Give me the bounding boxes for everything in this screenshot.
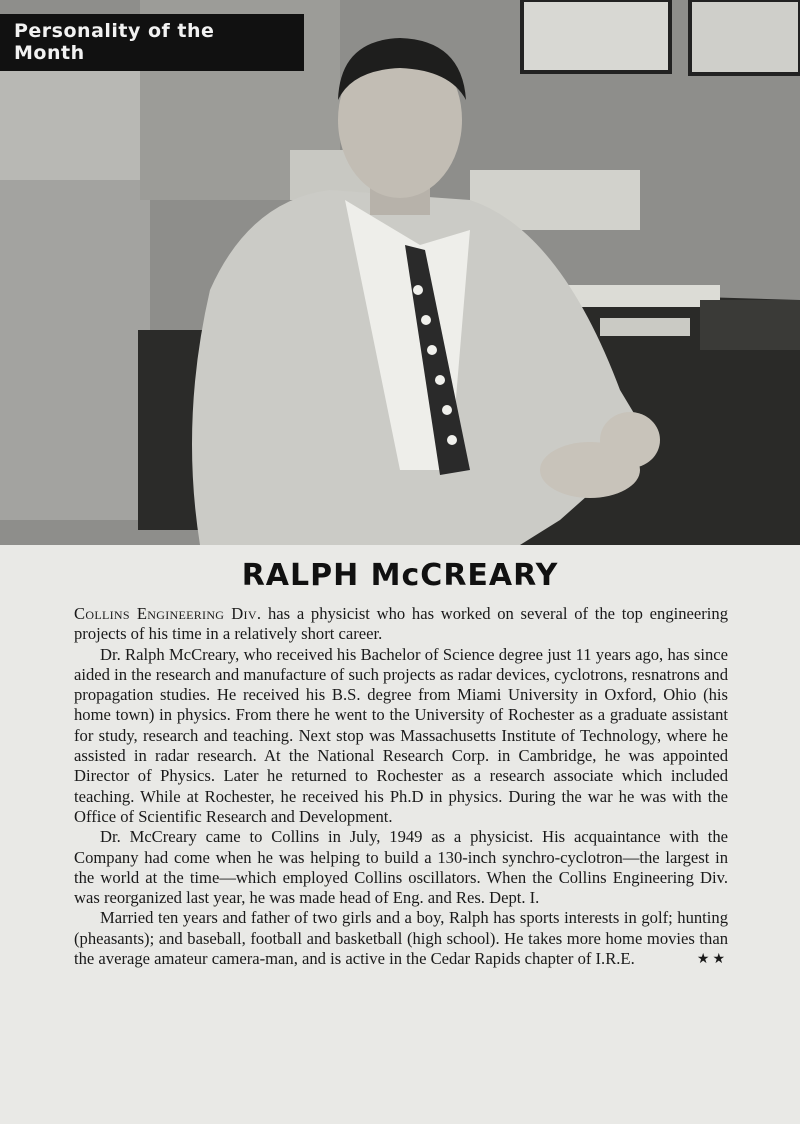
lead-rest: has a physicist who has worked on several of the top engineering projects of his time in a relatively short career. [74,604,728,644]
lead-paragraph [74,604,728,645]
portrait-photo-icon [0,0,800,545]
portrait-photo [0,0,800,545]
end-mark-stars-icon: ★★ [696,951,728,968]
paragraph-collins: Dr. McCreary came to Collins in July, 1949 as a physicist. His acquaintance with the Company had come when he was helping to build a 130-inch synchro-cyclotron—the largest in the world at the time—which employed Collins oscillators. When the Collins Engineering Div. was reorganized last year, he was made head of Eng. and Res. Dept. I. [74,827,728,908]
paragraph-personal [74,908,728,969]
article-headline: RALPH McCREARY [241,558,559,593]
paragraph-career: Dr. Ralph McCreary, who received his Bachelor of Science degree just 11 years ago, has since aided in the research and manufacture of such projects as radar devices, cyclotrons, resnatrons and propagation studies. He received his B.S. degree from Miami University in Oxford, Ohio (his home town) in physics. From there he went to the University of Rochester as a graduate assistant for study, research and teaching. Next stop was Massachusetts Institute of Technology, where he assisted in radar research. At the National Research Corp. in Cambridge, he was appointed Director of Physics. Later he returned to Rochester as a research associate which included teaching. While at Rochester, he received his Ph.D in physics. During the war he was with the Office of Scientific Research and Development. [74,644,728,826]
section-label: Personality of the Month [0,14,304,71]
article-body [74,604,728,969]
paragraph-personal-text: Married ten years and father of two girls and a boy, Ralph has sports interests in golf; hunting (pheasants); and baseball, football and basketball (high school). He takes more home movies than the average amateur camera-man, and is active in the Cedar Rapids chapter of I.R.E. [74,908,728,969]
lead-smallcaps: Collins Engineering Div. [74,604,262,623]
